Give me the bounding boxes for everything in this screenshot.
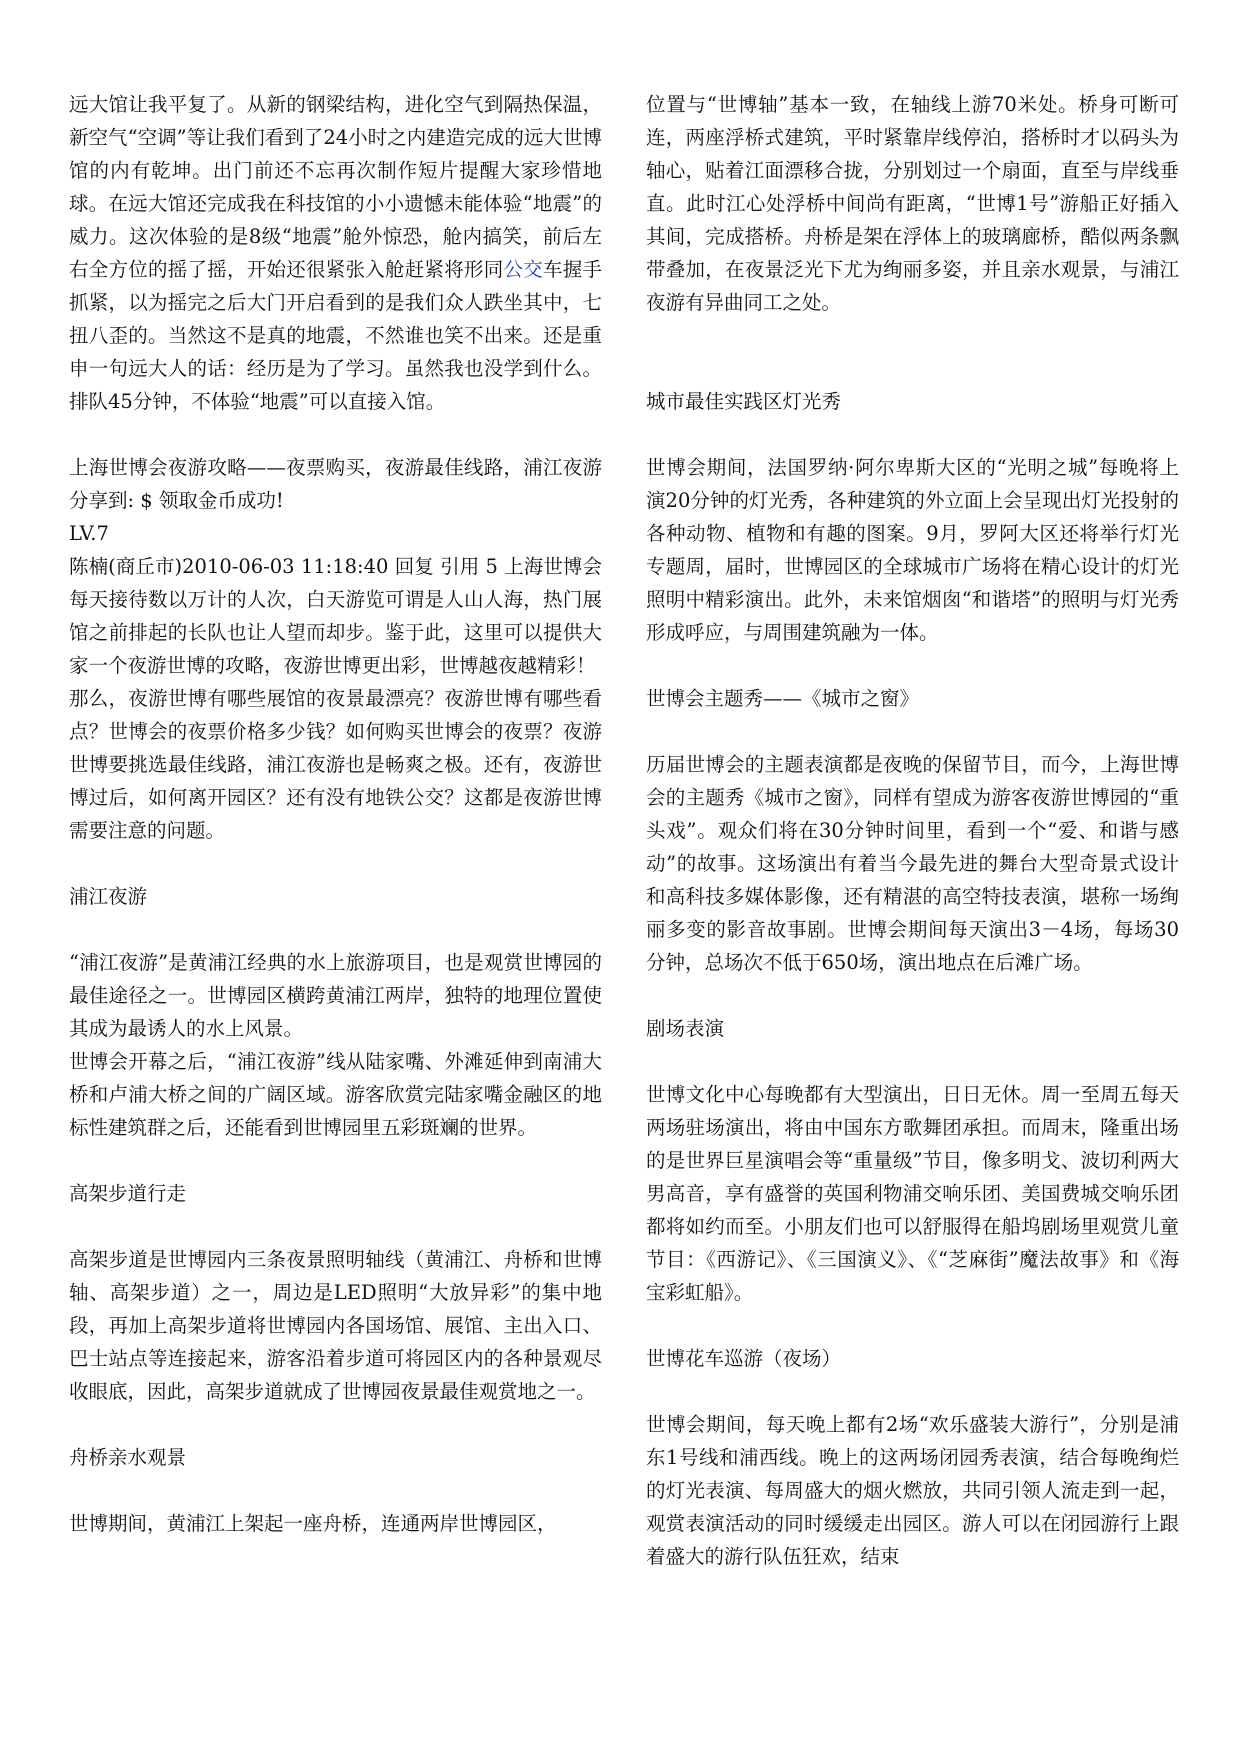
light-show-paragraph: 世博会期间，法国罗纳·阿尔卑斯大区的“光明之城”每晚将上演20分钟的灯光秀，各种建筑的外立面上会呈现出灯光投射的各种动物、植物和有趣的图案。9月，罗阿大区还将举行灯光专题周，届时，世博园区的全球城市广场将在精心设计的灯光照明中精彩演出。此外，未来馆烟囱“和谐塔”的照明与灯光秀形成呼应，与周围建筑融为一体。	[646, 456, 1179, 644]
heading-light-show: 城市最佳实践区灯光秀	[646, 390, 842, 413]
bus-link[interactable]: 公交	[503, 258, 543, 281]
questions-paragraph: 那么，夜游世博有哪些展馆的夜景最漂亮？夜游世博有哪些看点？世博会的夜票价格多少钱？如何购买世博会的夜票？夜游世博要挑选最佳线路，浦江夜游也是畅爽之极。还有，夜游世博过后，如何离开园区？还有没有地铁公交？这都是夜游世博需要注意的问题。	[69, 687, 602, 842]
heading-zhouqiao: 舟桥亲水观景	[69, 1446, 187, 1469]
heading-theatre: 剧场表演	[646, 1017, 725, 1040]
heading-parade: 世博花车巡游（夜场）	[646, 1347, 842, 1370]
right-column	[646, 88, 1179, 1573]
post-body: 陈楠(商丘市)2010-06-03 11:18:40 回复 引用 5 上海世博会每天接待数以万计的人次，白天游览可谓是人山人海，热门展馆之前排起的长队也让人望而却步。鉴于此，这里可以提供大家一个夜游世博的攻略，夜游世博更出彩，世博越夜越精彩！	[69, 555, 602, 677]
theatre-paragraph: 世博文化中心每晚都有大型演出，日日无休。周一至周五每天两场驻场演出，将由中国东方歌舞团承担。而周末，隆重出场的是世界巨星演唱会等“重量级”节目，像多明戈、波切利两大男高音，享有盛誉的英国利物浦交响乐团、美国费城交响乐团都将如约而至。小朋友们也可以舒服得在船坞剧场里观赏儿童节目：《西游记》、《三国演义》、《“芝麻街”魔法故事》和《海宝彩虹船》。	[646, 1083, 1179, 1304]
gaojia-paragraph: 高架步道是世博园内三条夜景照明轴线（黄浦江、舟桥和世博轴、高架步道）之一，周边是LED照明“大放异彩”的集中地段，再加上高架步道将世博园内各国场馆、展馆、主出入口、巴士站点等连接起来，游客沿着步道可将园区内的各种景观尽收眼底，因此，高架步道就成了世博园夜景最佳观赏地之一。	[69, 1248, 602, 1403]
left-column	[69, 88, 602, 1540]
post-title: 上海世博会夜游攻略——夜票购买，夜游最佳线路，浦江夜游 分享到: $ 领取金币成功!	[69, 456, 602, 512]
theme-show-paragraph: 历届世博会的主题表演都是夜晚的保留节目，而今，上海世博会的主题秀《城市之窗》，同样有望成为游客夜游世博园的“重头戏”。观众们将在30分钟时间里，看到一个“爱、和谐与感动”的故事。这场演出有着当今最先进的舞台大型奇景式设计和高科技多媒体影像，还有精湛的高空特技表演，堪称一场绚丽多变的影音故事剧。世博会期间每天演出3－4场，每场30分钟，总场次不低于650场，演出地点在后滩广场。	[646, 753, 1179, 974]
user-level: LV.7	[69, 522, 109, 545]
heading-pujiang: 浦江夜游	[69, 885, 148, 908]
parade-paragraph: 世博会期间，每天晚上都有2场“欢乐盛装大游行”，分别是浦东1号线和浦西线。晚上的这两场闭园秀表演，结合每晚绚烂的灯光表演、每周盛大的烟火燃放，共同引领人流走到一起，观赏表演活动的同时缓缓走出园区。游人可以在闭园游行上跟着盛大的游行队伍狂欢，结束	[646, 1413, 1179, 1568]
zhouqiao-paragraph-cont: 位置与“世博轴”基本一致，在轴线上游70米处。桥身可断可连，两座浮桥式建筑，平时紧靠岸线停泊，搭桥时才以码头为轴心，贴着江面漂移合拢，分别划过一个扇面，直至与岸线垂直。此时江心处浮桥中间尚有距离，“世博1号”游船正好插入其间，完成搭桥。舟桥是架在浮体上的玻璃廊桥，酷似两条飘带叠加，在夜景泛光下尤为绚丽多姿，并且亲水观景，与浦江夜游有异曲同工之处。	[646, 93, 1179, 314]
pujiang-paragraph-1: “浦江夜游”是黄浦江经典的水上旅游项目，也是观赏世博园的最佳途径之一。世博园区横跨黄浦江两岸，独特的地理位置使其成为最诱人的水上风景。	[69, 951, 602, 1040]
heading-gaojia: 高架步道行走	[69, 1182, 187, 1205]
heading-theme-show: 世博会主题秀——《城市之窗》	[646, 687, 920, 710]
intro-paragraph: 远大馆让我平复了。从新的钢梁结构，进化空气到隔热保温，新空气“空调”等让我们看到了24小时之内建造完成的远大世博馆的内有乾坤。出门前还不忘再次制作短片提醒大家珍惜地球。在远大馆还完成我在科技馆的小小遗憾未能体验“地震”的威力。这次体验的是8级“地震”舱外惊恐，舱内搞笑，前后左右全方位的摇了摇，开始还很紧张入舱赶紧将形同公交车握手抓紧，以为摇完之后大门开启看到的是我们众人跌坐其中，七扭八歪的。当然这不是真的地震，不然谁也笑不出来。还是重申一句远大人的话：经历是为了学习。虽然我也没学到什么。排队45分钟，不体验“地震”可以直接入馆。	[69, 93, 602, 413]
zhouqiao-paragraph-start: 世博期间，黄浦江上架起一座舟桥，连通两岸世博园区，	[69, 1512, 557, 1535]
pujiang-paragraph-2: 世博会开幕之后，“浦江夜游”线从陆家嘴、外滩延伸到南浦大桥和卢浦大桥之间的广阔区域。游客欣赏完陆家嘴金融区的地标性建筑群之后，还能看到世博园里五彩斑斓的世界。	[69, 1050, 602, 1139]
